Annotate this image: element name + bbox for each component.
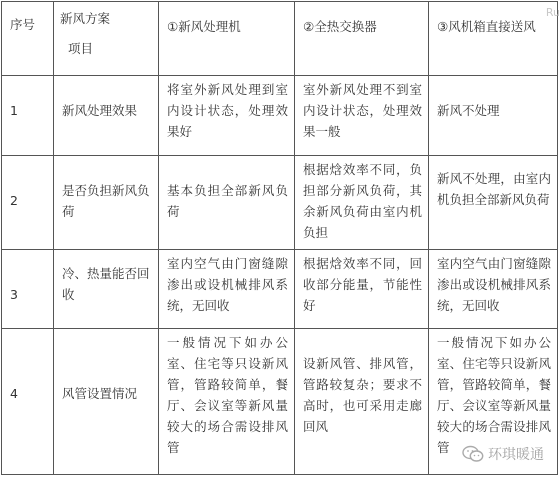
comparison-table: [1, 1, 558, 475]
header-item: 项目: [68, 41, 94, 56]
row-number: 2: [2, 156, 54, 250]
brand-name: 环琪暖通: [488, 447, 544, 463]
cell-col-3: 一般情况下如办公室、住宅等只设新风管，管路较简单，餐厅、会议室等新风量较大的场合需设排风管: [429, 329, 558, 475]
cell-col-2: 设新风管、排风管，管路较复杂；要求不高时，也可采用走廊回风: [295, 329, 429, 475]
corner-watermark: Ru: [545, 6, 560, 19]
row-number: 1: [2, 76, 54, 156]
cell-col-3: 室内空气由门窗缝隙渗出或设机械排风系统，无回收: [429, 250, 558, 329]
table-row: [2, 76, 558, 156]
cell-col-3: 新风不处理，由室内机负担全部新风负荷: [429, 156, 558, 250]
row-label: 是否负担新风负荷: [54, 156, 159, 250]
cell-col-1: 基本负担全部新风负荷: [159, 156, 295, 250]
cell-col-1: 一般情况下如办公室、住宅等只设新风管，管路较简单，餐厅、会议室等新风量较大的场合需设排风管: [159, 329, 295, 475]
cell-col-2: 室外新风处理不到室内设计状态，处理效果一般: [295, 76, 429, 156]
cell-col-1: 室内空气由门窗缝隙渗出或设机械排风系统，无回收: [159, 250, 295, 329]
header-scheme-item: [54, 2, 159, 76]
cell-col-1: 将室外新风处理到室内设计状态，处理效果好: [159, 76, 295, 156]
row-label: 风管设置情况: [54, 329, 159, 475]
header-col-3: ③风机箱直接送风: [429, 2, 558, 76]
header-seq: 序号: [2, 2, 54, 76]
wechat-icon: [462, 445, 484, 463]
header-row: [2, 2, 558, 76]
row-label: 冷、热量能否回收: [54, 250, 159, 329]
table-row: [2, 250, 558, 329]
brand-watermark: [462, 444, 544, 464]
cell-col-2: 根据焓效率不同，回收部分能量，节能性好: [295, 250, 429, 329]
row-number: 4: [2, 329, 54, 475]
row-label: 新风处理效果: [54, 76, 159, 156]
header-scheme: 新风方案: [60, 11, 111, 26]
cell-col-2: 根据焓效率不同，负担部分新风负荷，其余新风负荷由室内机负担: [295, 156, 429, 250]
table-row: [2, 156, 558, 250]
header-col-1: ①新风处理机: [159, 2, 295, 76]
header-col-2: ②全热交换器: [295, 2, 429, 76]
cell-col-3: 新风不处理: [429, 76, 558, 156]
row-number: 3: [2, 250, 54, 329]
